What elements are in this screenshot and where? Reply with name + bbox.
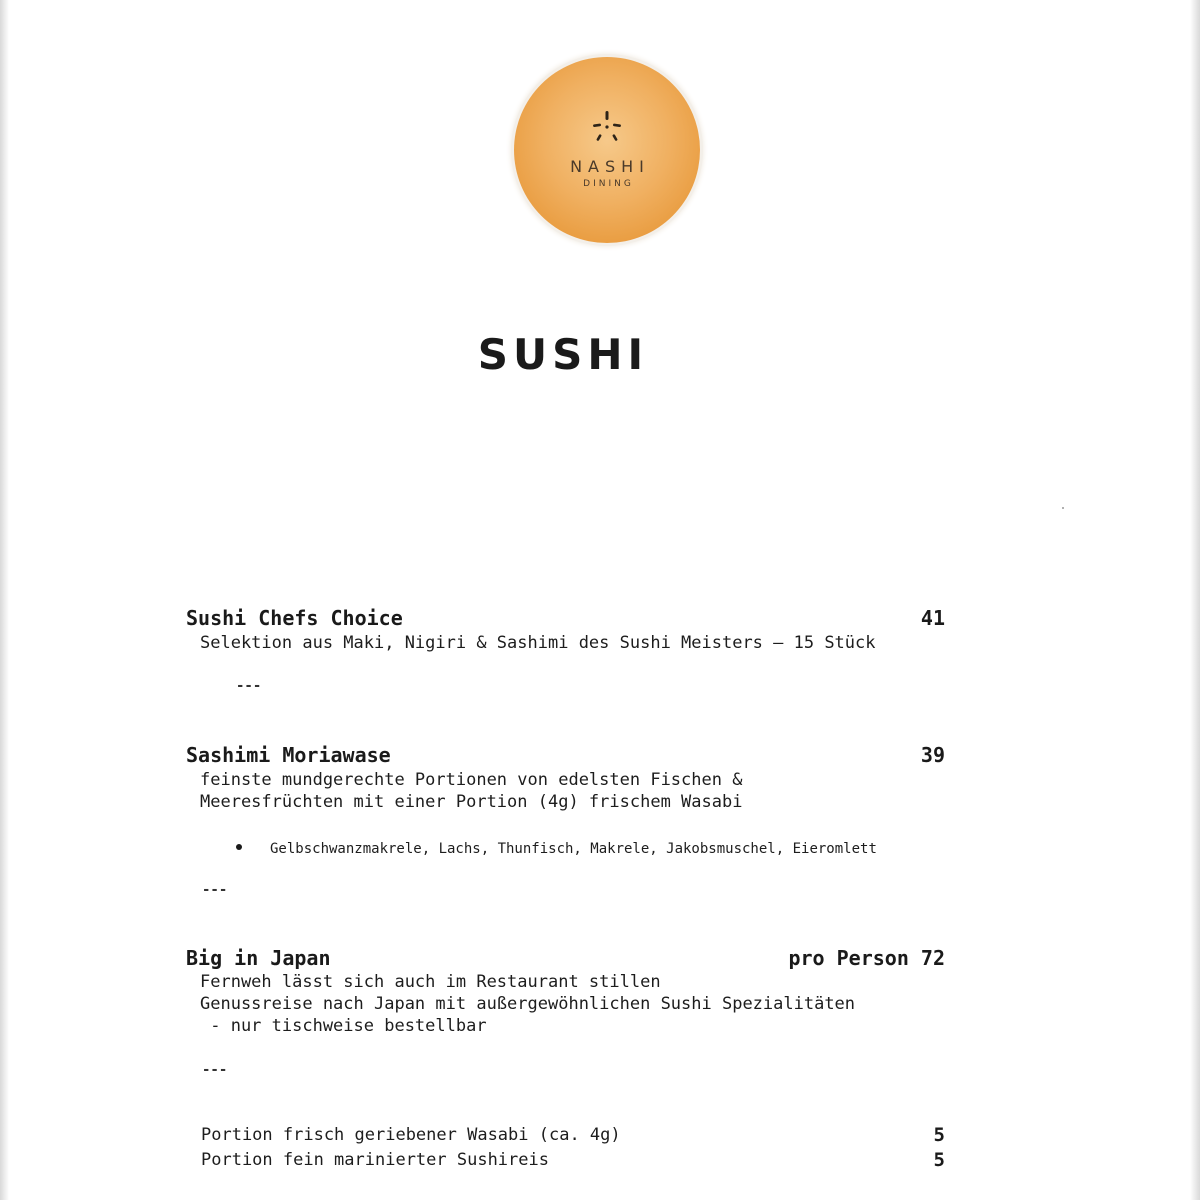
extra-item-price: 5 — [933, 1149, 945, 1171]
page-edge-left — [0, 0, 9, 1200]
page-title: SUSHI — [477, 330, 649, 379]
menu-item-name: Sushi Chefs Choice — [186, 606, 403, 630]
menu-item-price: 41 — [920, 606, 945, 630]
bullet-text: Gelbschwanzmakrele, Lachs, Thunfisch, Makrele, Jakobsmuschel, Eieromlett — [270, 841, 877, 857]
separator: --- — [236, 678, 262, 694]
menu-item-description: Genussreise nach Japan mit außergewöhnlichen Sushi Spezialitäten — [200, 994, 856, 1014]
menu-item-description: Meeresfrüchten mit einer Portion (4g) frischem Wasabi — [200, 792, 743, 812]
logo-name: NASHI — [570, 157, 650, 176]
bullet-icon — [236, 844, 242, 850]
extra-item-name: Portion frisch geriebener Wasabi (ca. 4g) — [201, 1125, 621, 1145]
asterisk-flower-icon — [587, 109, 627, 151]
menu-item-price: pro Person 72 — [788, 946, 945, 970]
logo-subtitle: DINING — [583, 179, 634, 189]
menu-item-description: - nur tischweise bestellbar — [200, 1016, 487, 1036]
menu-item-price: 39 — [920, 743, 945, 767]
menu-item-description: Selektion aus Maki, Nigiri & Sashimi des Sushi Meisters – 15 Stück — [200, 633, 876, 653]
separator: --- — [202, 882, 228, 898]
menu-item-description: feinste mundgerechte Portionen von edelsten Fischen & — [200, 770, 743, 790]
extra-item-price: 5 — [933, 1124, 945, 1146]
restaurant-logo — [514, 57, 700, 243]
menu-item-description: Fernweh lässt sich auch im Restaurant stillen — [200, 972, 661, 992]
menu-item-name: Sashimi Moriawase — [186, 743, 391, 767]
separator: --- — [202, 1062, 228, 1078]
menu-item-name: Big in Japan — [186, 946, 331, 970]
extra-item-name: Portion fein marinierter Sushireis — [201, 1150, 549, 1170]
page-edge-right — [1190, 0, 1200, 1200]
speck — [1062, 507, 1064, 509]
